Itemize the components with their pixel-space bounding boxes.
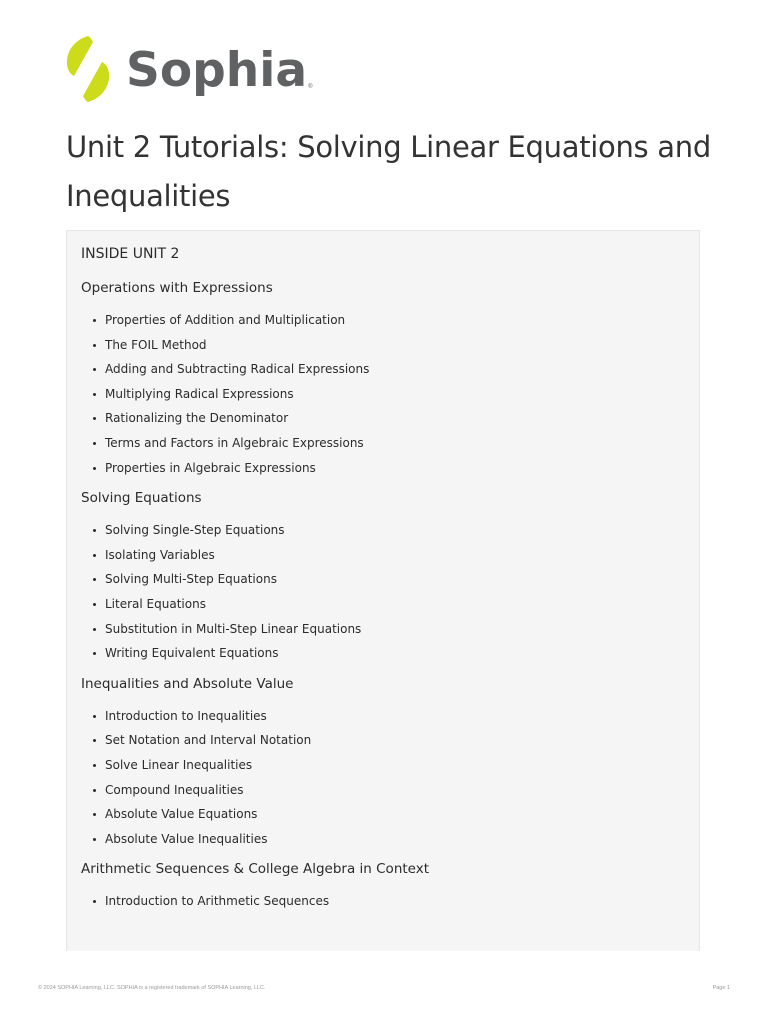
topic-item[interactable]: Adding and Subtracting Radical Expressions [81,361,685,386]
topic-item[interactable]: Writing Equivalent Equations [81,645,685,670]
sophia-logo [66,36,313,102]
topic-item[interactable]: Absolute Value Inequalities [81,831,685,856]
topic-item[interactable]: Compound Inequalities [81,782,685,807]
topic-item[interactable]: Set Notation and Interval Notation [81,732,685,757]
section-title: Solving Equations [81,490,202,507]
topic-list [81,312,685,484]
section-title: Inequalities and Absolute Value [81,675,294,692]
brand-name: Sophia [126,42,308,98]
topic-item[interactable]: Solving Single-Step Equations [81,522,685,547]
topic-list [81,893,685,918]
page-title: Unit 2 Tutorials: Solving Linear Equations and Inequalities [66,130,711,213]
footer-copyright: © 2024 SOPHIA Learning, LLC. SOPHIA is a registered trademark of SOPHIA Learning, LLC. [38,985,266,991]
footer-page-number: Page 1 [712,985,730,991]
topic-item[interactable]: Terms and Factors in Algebraic Expressions [81,435,685,460]
section-inequalities-and-absolute-value [81,674,685,856]
topic-item[interactable]: Literal Equations [81,596,685,621]
topic-item[interactable]: Properties of Addition and Multiplication [81,312,685,337]
section-operations-with-expressions [81,278,685,484]
topic-item[interactable]: Absolute Value Equations [81,806,685,831]
topic-item[interactable]: Multiplying Radical Expressions [81,386,685,411]
topic-item[interactable]: Solve Linear Inequalities [81,757,685,782]
section-arithmetic-sequences [81,859,685,918]
topic-item[interactable]: Introduction to Arithmetic Sequences [81,893,685,918]
topic-list [81,522,685,670]
topic-item[interactable]: Substitution in Multi-Step Linear Equations [81,621,685,646]
section-title: Operations with Expressions [81,280,273,296]
unit-contents-panel [66,230,700,951]
panel-heading: INSIDE UNIT 2 [81,246,180,262]
section-solving-equations [81,488,685,670]
topic-item[interactable]: Isolating Variables [81,547,685,572]
topic-item[interactable]: Rationalizing the Denominator [81,410,685,435]
registered-mark: ® [308,84,313,90]
section-title: Arithmetic Sequences & College Algebra in Context [81,861,430,878]
topic-item[interactable]: The FOIL Method [81,337,685,362]
topic-item[interactable]: Introduction to Inequalities [81,708,685,733]
topic-item[interactable]: Properties in Algebraic Expressions [81,460,685,485]
topic-list [81,708,685,856]
sophia-leaf-icon [66,36,110,102]
topic-item[interactable]: Solving Multi-Step Equations [81,571,685,596]
